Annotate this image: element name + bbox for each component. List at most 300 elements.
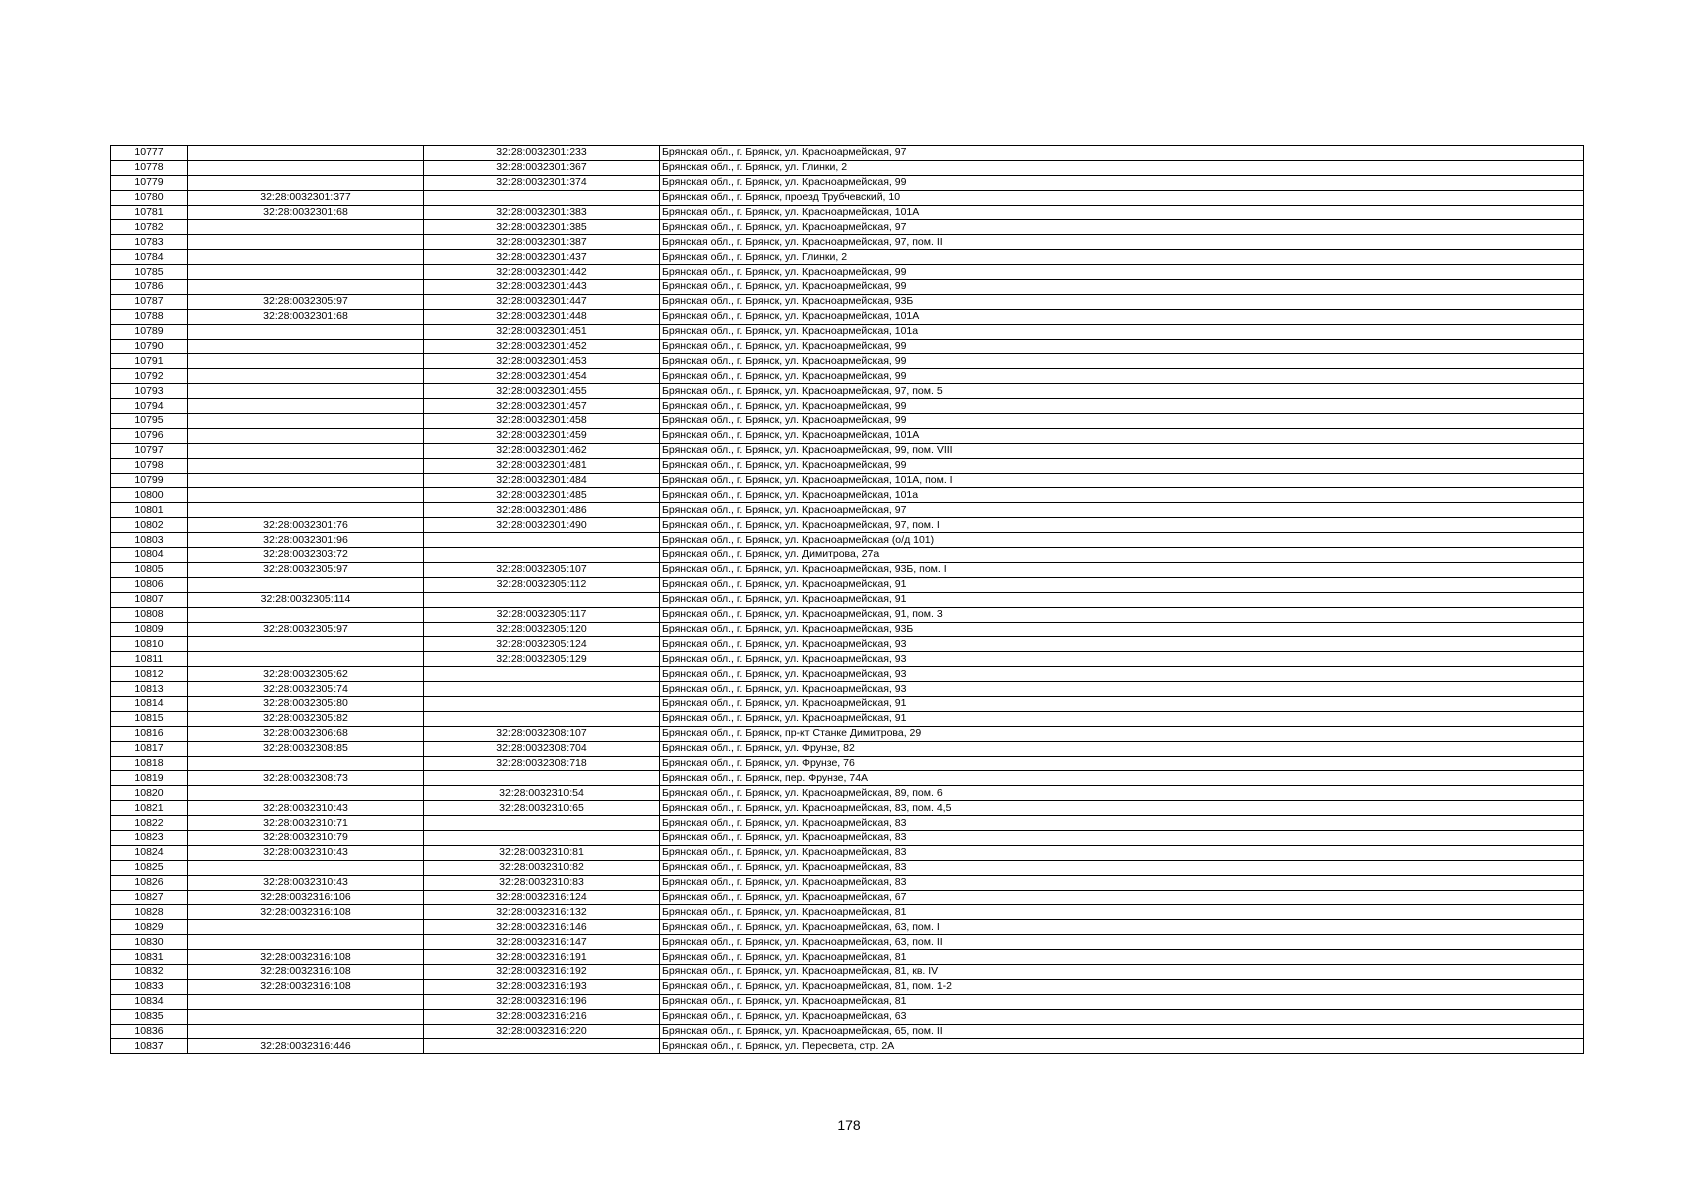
table-row bbox=[111, 964, 1584, 979]
address-cell: Брянская обл., г. Брянск, ул. Красноармейская, 99, пом. VIII bbox=[660, 443, 1584, 458]
parent-cadastral-cell bbox=[188, 265, 424, 280]
table-row bbox=[111, 160, 1584, 175]
cadastral-number-cell: 32:28:0032301:455 bbox=[424, 384, 660, 399]
cadastral-number-cell: 32:28:0032301:385 bbox=[424, 220, 660, 235]
table-row bbox=[111, 711, 1584, 726]
cadastral-number-cell bbox=[424, 771, 660, 786]
table-row bbox=[111, 1039, 1584, 1054]
row-number-cell: 10795 bbox=[111, 414, 188, 429]
parent-cadastral-cell: 32:28:0032305:97 bbox=[188, 294, 424, 309]
address-cell: Брянская обл., г. Брянск, ул. Пересвета, стр. 2А bbox=[660, 1039, 1584, 1054]
address-cell: Брянская обл., г. Брянск, ул. Красноармейская, 83 bbox=[660, 816, 1584, 831]
cadastral-number-cell bbox=[424, 696, 660, 711]
parent-cadastral-cell bbox=[188, 1024, 424, 1039]
cadastral-number-cell: 32:28:0032301:453 bbox=[424, 354, 660, 369]
address-cell: Брянская обл., г. Брянск, ул. Красноармейская, 65, пом. II bbox=[660, 1024, 1584, 1039]
address-cell: Брянская обл., г. Брянск, ул. Красноармейская, 101а bbox=[660, 324, 1584, 339]
table-row bbox=[111, 592, 1584, 607]
parent-cadastral-cell: 32:28:0032301:76 bbox=[188, 518, 424, 533]
row-number-cell: 10835 bbox=[111, 1009, 188, 1024]
cadastral-number-cell: 32:28:0032310:81 bbox=[424, 845, 660, 860]
registry-table-body bbox=[111, 146, 1584, 1054]
parent-cadastral-cell: 32:28:0032305:74 bbox=[188, 682, 424, 697]
row-number-cell: 10832 bbox=[111, 964, 188, 979]
parent-cadastral-cell bbox=[188, 503, 424, 518]
table-row bbox=[111, 830, 1584, 845]
parent-cadastral-cell: 32:28:0032310:79 bbox=[188, 830, 424, 845]
address-cell: Брянская обл., г. Брянск, ул. Красноармейская, 93Б bbox=[660, 622, 1584, 637]
row-number-cell: 10784 bbox=[111, 250, 188, 265]
row-number-cell: 10796 bbox=[111, 428, 188, 443]
row-number-cell: 10823 bbox=[111, 830, 188, 845]
address-cell: Брянская обл., г. Брянск, ул. Красноармейская, 91, пом. 3 bbox=[660, 607, 1584, 622]
parent-cadastral-cell: 32:28:0032316:446 bbox=[188, 1039, 424, 1054]
address-cell: Брянская обл., г. Брянск, ул. Красноармейская, 99 bbox=[660, 280, 1584, 295]
parent-cadastral-cell bbox=[188, 428, 424, 443]
row-number-cell: 10833 bbox=[111, 979, 188, 994]
table-row bbox=[111, 205, 1584, 220]
cadastral-number-cell bbox=[424, 1039, 660, 1054]
table-row bbox=[111, 890, 1584, 905]
cadastral-number-cell: 32:28:0032316:220 bbox=[424, 1024, 660, 1039]
parent-cadastral-cell: 32:28:0032306:68 bbox=[188, 726, 424, 741]
cadastral-number-cell: 32:28:0032308:704 bbox=[424, 741, 660, 756]
address-cell: Брянская обл., г. Брянск, ул. Красноармейская, 89, пом. 6 bbox=[660, 786, 1584, 801]
row-number-cell: 10797 bbox=[111, 443, 188, 458]
table-row bbox=[111, 771, 1584, 786]
cadastral-number-cell: 32:28:0032301:443 bbox=[424, 280, 660, 295]
row-number-cell: 10792 bbox=[111, 369, 188, 384]
address-cell: Брянская обл., г. Брянск, ул. Красноармейская, 93Б bbox=[660, 294, 1584, 309]
parent-cadastral-cell: 32:28:0032305:114 bbox=[188, 592, 424, 607]
table-row bbox=[111, 488, 1584, 503]
cadastral-number-cell: 32:28:0032301:374 bbox=[424, 175, 660, 190]
table-row bbox=[111, 682, 1584, 697]
address-cell: Брянская обл., г. Брянск, ул. Красноармейская, 83 bbox=[660, 860, 1584, 875]
address-cell: Брянская обл., г. Брянск, пр-кт Станке Димитрова, 29 bbox=[660, 726, 1584, 741]
parent-cadastral-cell bbox=[188, 369, 424, 384]
table-row bbox=[111, 1009, 1584, 1024]
address-cell: Брянская обл., г. Брянск, ул. Красноармейская, 91 bbox=[660, 696, 1584, 711]
table-row bbox=[111, 384, 1584, 399]
cadastral-number-cell: 32:28:0032301:454 bbox=[424, 369, 660, 384]
row-number-cell: 10807 bbox=[111, 592, 188, 607]
table-row bbox=[111, 994, 1584, 1009]
address-cell: Брянская обл., г. Брянск, ул. Красноармейская, 63, пом. I bbox=[660, 920, 1584, 935]
address-cell: Брянская обл., г. Брянск, ул. Красноармейская, 99 bbox=[660, 399, 1584, 414]
parent-cadastral-cell bbox=[188, 175, 424, 190]
table-row bbox=[111, 905, 1584, 920]
row-number-cell: 10834 bbox=[111, 994, 188, 1009]
table-row bbox=[111, 875, 1584, 890]
cadastral-number-cell: 32:28:0032305:124 bbox=[424, 637, 660, 652]
parent-cadastral-cell: 32:28:0032316:106 bbox=[188, 890, 424, 905]
row-number-cell: 10812 bbox=[111, 667, 188, 682]
cadastral-number-cell bbox=[424, 190, 660, 205]
row-number-cell: 10785 bbox=[111, 265, 188, 280]
row-number-cell: 10788 bbox=[111, 309, 188, 324]
table-row bbox=[111, 354, 1584, 369]
cadastral-number-cell: 32:28:0032301:462 bbox=[424, 443, 660, 458]
row-number-cell: 10818 bbox=[111, 756, 188, 771]
registry-table bbox=[110, 145, 1584, 1054]
cadastral-number-cell: 32:28:0032308:718 bbox=[424, 756, 660, 771]
cadastral-number-cell: 32:28:0032301:383 bbox=[424, 205, 660, 220]
parent-cadastral-cell bbox=[188, 473, 424, 488]
cadastral-number-cell: 32:28:0032301:451 bbox=[424, 324, 660, 339]
address-cell: Брянская обл., г. Брянск, ул. Красноармейская, 93 bbox=[660, 652, 1584, 667]
table-row bbox=[111, 175, 1584, 190]
cadastral-number-cell: 32:28:0032310:65 bbox=[424, 801, 660, 816]
row-number-cell: 10810 bbox=[111, 637, 188, 652]
parent-cadastral-cell bbox=[188, 354, 424, 369]
row-number-cell: 10828 bbox=[111, 905, 188, 920]
cadastral-number-cell: 32:28:0032316:196 bbox=[424, 994, 660, 1009]
parent-cadastral-cell bbox=[188, 324, 424, 339]
cadastral-number-cell: 32:28:0032316:193 bbox=[424, 979, 660, 994]
table-row bbox=[111, 920, 1584, 935]
parent-cadastral-cell bbox=[188, 339, 424, 354]
row-number-cell: 10804 bbox=[111, 548, 188, 563]
row-number-cell: 10789 bbox=[111, 324, 188, 339]
parent-cadastral-cell bbox=[188, 652, 424, 667]
address-cell: Брянская обл., г. Брянск, ул. Красноармейская, 93 bbox=[660, 682, 1584, 697]
row-number-cell: 10790 bbox=[111, 339, 188, 354]
address-cell: Брянская обл., г. Брянск, ул. Красноармейская, 97, пом. 5 bbox=[660, 384, 1584, 399]
table-row bbox=[111, 280, 1584, 295]
cadastral-number-cell: 32:28:0032301:484 bbox=[424, 473, 660, 488]
address-cell: Брянская обл., г. Брянск, ул. Красноармейская, 101А bbox=[660, 205, 1584, 220]
parent-cadastral-cell: 32:28:0032305:62 bbox=[188, 667, 424, 682]
address-cell: Брянская обл., г. Брянск, ул. Красноармейская, 81, кв. IV bbox=[660, 964, 1584, 979]
parent-cadastral-cell: 32:28:0032305:82 bbox=[188, 711, 424, 726]
address-cell: Брянская обл., г. Брянск, ул. Красноармейская, 99 bbox=[660, 265, 1584, 280]
address-cell: Брянская обл., г. Брянск, ул. Красноармейская, 99 bbox=[660, 339, 1584, 354]
parent-cadastral-cell bbox=[188, 935, 424, 950]
parent-cadastral-cell bbox=[188, 399, 424, 414]
parent-cadastral-cell bbox=[188, 250, 424, 265]
cadastral-number-cell: 32:28:0032316:132 bbox=[424, 905, 660, 920]
cadastral-number-cell: 32:28:0032316:191 bbox=[424, 950, 660, 965]
table-row bbox=[111, 369, 1584, 384]
address-cell: Брянская обл., г. Брянск, ул. Красноармейская, 81 bbox=[660, 905, 1584, 920]
row-number-cell: 10794 bbox=[111, 399, 188, 414]
table-row bbox=[111, 935, 1584, 950]
parent-cadastral-cell bbox=[188, 414, 424, 429]
parent-cadastral-cell bbox=[188, 860, 424, 875]
parent-cadastral-cell bbox=[188, 160, 424, 175]
cadastral-number-cell: 32:28:0032301:485 bbox=[424, 488, 660, 503]
row-number-cell: 10820 bbox=[111, 786, 188, 801]
parent-cadastral-cell bbox=[188, 280, 424, 295]
address-cell: Брянская обл., г. Брянск, ул. Красноармейская, 99 bbox=[660, 369, 1584, 384]
address-cell: Брянская обл., г. Брянск, ул. Красноармейская, 97 bbox=[660, 146, 1584, 161]
cadastral-number-cell: 32:28:0032310:54 bbox=[424, 786, 660, 801]
table-row bbox=[111, 220, 1584, 235]
row-number-cell: 10824 bbox=[111, 845, 188, 860]
address-cell: Брянская обл., г. Брянск, ул. Красноармейская, 99 bbox=[660, 175, 1584, 190]
parent-cadastral-cell bbox=[188, 458, 424, 473]
address-cell: Брянская обл., г. Брянск, пер. Фрунзе, 74А bbox=[660, 771, 1584, 786]
table-row bbox=[111, 146, 1584, 161]
parent-cadastral-cell bbox=[188, 607, 424, 622]
cadastral-number-cell: 32:28:0032316:147 bbox=[424, 935, 660, 950]
address-cell: Брянская обл., г. Брянск, ул. Красноармейская, 67 bbox=[660, 890, 1584, 905]
address-cell: Брянская обл., г. Брянск, ул. Красноармейская, 91 bbox=[660, 577, 1584, 592]
address-cell: Брянская обл., г. Брянск, ул. Фрунзе, 76 bbox=[660, 756, 1584, 771]
parent-cadastral-cell bbox=[188, 384, 424, 399]
parent-cadastral-cell bbox=[188, 756, 424, 771]
row-number-cell: 10811 bbox=[111, 652, 188, 667]
row-number-cell: 10825 bbox=[111, 860, 188, 875]
address-cell: Брянская обл., г. Брянск, ул. Красноармейская, 83 bbox=[660, 830, 1584, 845]
address-cell: Брянская обл., г. Брянск, ул. Красноармейская, 83 bbox=[660, 845, 1584, 860]
table-row bbox=[111, 458, 1584, 473]
row-number-cell: 10780 bbox=[111, 190, 188, 205]
table-row bbox=[111, 756, 1584, 771]
cadastral-number-cell bbox=[424, 548, 660, 563]
cadastral-number-cell bbox=[424, 830, 660, 845]
cadastral-number-cell: 32:28:0032316:192 bbox=[424, 964, 660, 979]
address-cell: Брянская обл., г. Брянск, ул. Красноармейская, 63, пом. II bbox=[660, 935, 1584, 950]
cadastral-number-cell: 32:28:0032301:457 bbox=[424, 399, 660, 414]
cadastral-number-cell bbox=[424, 667, 660, 682]
address-cell: Брянская обл., г. Брянск, ул. Красноармейская, 97 bbox=[660, 503, 1584, 518]
table-row bbox=[111, 443, 1584, 458]
address-cell: Брянская обл., г. Брянск, ул. Красноармейская, 93 bbox=[660, 637, 1584, 652]
row-number-cell: 10800 bbox=[111, 488, 188, 503]
cadastral-number-cell: 32:28:0032301:367 bbox=[424, 160, 660, 175]
address-cell: Брянская обл., г. Брянск, ул. Красноармейская, 81 bbox=[660, 994, 1584, 1009]
parent-cadastral-cell: 32:28:0032316:108 bbox=[188, 905, 424, 920]
address-cell: Брянская обл., г. Брянск, ул. Красноармейская, 83, пом. 4,5 bbox=[660, 801, 1584, 816]
table-row bbox=[111, 845, 1584, 860]
table-row bbox=[111, 473, 1584, 488]
row-number-cell: 10808 bbox=[111, 607, 188, 622]
address-cell: Брянская обл., г. Брянск, ул. Красноармейская, 97 bbox=[660, 220, 1584, 235]
table-row bbox=[111, 667, 1584, 682]
row-number-cell: 10802 bbox=[111, 518, 188, 533]
table-row bbox=[111, 235, 1584, 250]
cadastral-number-cell bbox=[424, 711, 660, 726]
cadastral-number-cell: 32:28:0032301:437 bbox=[424, 250, 660, 265]
table-row bbox=[111, 816, 1584, 831]
parent-cadastral-cell bbox=[188, 220, 424, 235]
cadastral-number-cell: 32:28:0032310:82 bbox=[424, 860, 660, 875]
cadastral-number-cell: 32:28:0032316:216 bbox=[424, 1009, 660, 1024]
table-row bbox=[111, 577, 1584, 592]
parent-cadastral-cell: 32:28:0032305:80 bbox=[188, 696, 424, 711]
row-number-cell: 10801 bbox=[111, 503, 188, 518]
address-cell: Брянская обл., г. Брянск, ул. Красноармейская, 101А bbox=[660, 309, 1584, 324]
cadastral-number-cell: 32:28:0032301:459 bbox=[424, 428, 660, 443]
table-row bbox=[111, 1024, 1584, 1039]
row-number-cell: 10782 bbox=[111, 220, 188, 235]
cadastral-number-cell: 32:28:0032301:458 bbox=[424, 414, 660, 429]
table-row bbox=[111, 637, 1584, 652]
cadastral-number-cell: 32:28:0032316:124 bbox=[424, 890, 660, 905]
address-cell: Брянская обл., г. Брянск, ул. Красноармейская, 99 bbox=[660, 354, 1584, 369]
cadastral-number-cell: 32:28:0032310:83 bbox=[424, 875, 660, 890]
address-cell: Брянская обл., г. Брянск, ул. Красноармейская, 99 bbox=[660, 414, 1584, 429]
address-cell: Брянская обл., г. Брянск, ул. Красноармейская, 63 bbox=[660, 1009, 1584, 1024]
row-number-cell: 10821 bbox=[111, 801, 188, 816]
parent-cadastral-cell bbox=[188, 443, 424, 458]
table-row bbox=[111, 786, 1584, 801]
parent-cadastral-cell bbox=[188, 235, 424, 250]
table-row bbox=[111, 741, 1584, 756]
cadastral-number-cell bbox=[424, 682, 660, 697]
table-row bbox=[111, 979, 1584, 994]
parent-cadastral-cell: 32:28:0032316:108 bbox=[188, 979, 424, 994]
table-row bbox=[111, 265, 1584, 280]
cadastral-number-cell: 32:28:0032301:452 bbox=[424, 339, 660, 354]
table-row bbox=[111, 414, 1584, 429]
page-number: 178 bbox=[837, 1117, 861, 1133]
cadastral-number-cell: 32:28:0032305:129 bbox=[424, 652, 660, 667]
table-row bbox=[111, 190, 1584, 205]
row-number-cell: 10786 bbox=[111, 280, 188, 295]
parent-cadastral-cell bbox=[188, 637, 424, 652]
cadastral-number-cell: 32:28:0032305:107 bbox=[424, 562, 660, 577]
row-number-cell: 10783 bbox=[111, 235, 188, 250]
row-number-cell: 10787 bbox=[111, 294, 188, 309]
address-cell: Брянская обл., г. Брянск, ул. Красноармейская, 91 bbox=[660, 592, 1584, 607]
table-row bbox=[111, 696, 1584, 711]
address-cell: Брянская обл., г. Брянск, ул. Красноармейская, 101а bbox=[660, 488, 1584, 503]
row-number-cell: 10806 bbox=[111, 577, 188, 592]
address-cell: Брянская обл., г. Брянск, ул. Красноармейская, 91 bbox=[660, 711, 1584, 726]
row-number-cell: 10799 bbox=[111, 473, 188, 488]
address-cell: Брянская обл., г. Брянск, ул. Фрунзе, 82 bbox=[660, 741, 1584, 756]
row-number-cell: 10777 bbox=[111, 146, 188, 161]
cadastral-number-cell bbox=[424, 592, 660, 607]
parent-cadastral-cell: 32:28:0032301:96 bbox=[188, 533, 424, 548]
address-cell: Брянская обл., г. Брянск, ул. Красноармейская, 101А bbox=[660, 428, 1584, 443]
parent-cadastral-cell: 32:28:0032310:43 bbox=[188, 801, 424, 816]
address-cell: Брянская обл., г. Брянск, ул. Красноармейская, 93Б, пом. I bbox=[660, 562, 1584, 577]
table-row bbox=[111, 503, 1584, 518]
cadastral-number-cell: 32:28:0032301:387 bbox=[424, 235, 660, 250]
parent-cadastral-cell: 32:28:0032308:73 bbox=[188, 771, 424, 786]
row-number-cell: 10803 bbox=[111, 533, 188, 548]
table-row bbox=[111, 399, 1584, 414]
parent-cadastral-cell: 32:28:0032310:71 bbox=[188, 816, 424, 831]
parent-cadastral-cell bbox=[188, 920, 424, 935]
table-row bbox=[111, 309, 1584, 324]
row-number-cell: 10778 bbox=[111, 160, 188, 175]
cadastral-number-cell: 32:28:0032301:442 bbox=[424, 265, 660, 280]
parent-cadastral-cell: 32:28:0032308:85 bbox=[188, 741, 424, 756]
address-cell: Брянская обл., г. Брянск, ул. Глинки, 2 bbox=[660, 250, 1584, 265]
cadastral-number-cell: 32:28:0032301:481 bbox=[424, 458, 660, 473]
row-number-cell: 10831 bbox=[111, 950, 188, 965]
row-number-cell: 10815 bbox=[111, 711, 188, 726]
row-number-cell: 10829 bbox=[111, 920, 188, 935]
address-cell: Брянская обл., г. Брянск, ул. Димитрова, 27а bbox=[660, 548, 1584, 563]
parent-cadastral-cell bbox=[188, 488, 424, 503]
row-number-cell: 10827 bbox=[111, 890, 188, 905]
row-number-cell: 10791 bbox=[111, 354, 188, 369]
cadastral-number-cell: 32:28:0032305:117 bbox=[424, 607, 660, 622]
cadastral-number-cell: 32:28:0032316:146 bbox=[424, 920, 660, 935]
row-number-cell: 10830 bbox=[111, 935, 188, 950]
row-number-cell: 10781 bbox=[111, 205, 188, 220]
row-number-cell: 10837 bbox=[111, 1039, 188, 1054]
row-number-cell: 10798 bbox=[111, 458, 188, 473]
row-number-cell: 10779 bbox=[111, 175, 188, 190]
parent-cadastral-cell: 32:28:0032301:377 bbox=[188, 190, 424, 205]
parent-cadastral-cell: 32:28:0032301:68 bbox=[188, 205, 424, 220]
parent-cadastral-cell bbox=[188, 577, 424, 592]
row-number-cell: 10813 bbox=[111, 682, 188, 697]
table-row bbox=[111, 726, 1584, 741]
address-cell: Брянская обл., г. Брянск, ул. Красноармейская, 81 bbox=[660, 950, 1584, 965]
address-cell: Брянская обл., г. Брянск, ул. Красноармейская, 99 bbox=[660, 458, 1584, 473]
parent-cadastral-cell: 32:28:0032305:97 bbox=[188, 622, 424, 637]
cadastral-number-cell bbox=[424, 533, 660, 548]
cadastral-number-cell: 32:28:0032301:448 bbox=[424, 309, 660, 324]
parent-cadastral-cell: 32:28:0032310:43 bbox=[188, 875, 424, 890]
table-row bbox=[111, 428, 1584, 443]
cadastral-number-cell: 32:28:0032301:233 bbox=[424, 146, 660, 161]
parent-cadastral-cell: 32:28:0032316:108 bbox=[188, 950, 424, 965]
address-cell: Брянская обл., г. Брянск, ул. Красноармейская, 81, пом. 1-2 bbox=[660, 979, 1584, 994]
row-number-cell: 10809 bbox=[111, 622, 188, 637]
cadastral-number-cell: 32:28:0032305:112 bbox=[424, 577, 660, 592]
row-number-cell: 10814 bbox=[111, 696, 188, 711]
parent-cadastral-cell: 32:28:0032303:72 bbox=[188, 548, 424, 563]
parent-cadastral-cell: 32:28:0032316:108 bbox=[188, 964, 424, 979]
table-row bbox=[111, 801, 1584, 816]
address-cell: Брянская обл., г. Брянск, ул. Красноармейская, 97, пом. I bbox=[660, 518, 1584, 533]
cadastral-number-cell: 32:28:0032301:447 bbox=[424, 294, 660, 309]
table-row bbox=[111, 339, 1584, 354]
parent-cadastral-cell bbox=[188, 146, 424, 161]
parent-cadastral-cell: 32:28:0032305:97 bbox=[188, 562, 424, 577]
table-row bbox=[111, 294, 1584, 309]
address-cell: Брянская обл., г. Брянск, ул. Красноармейская, 97, пом. II bbox=[660, 235, 1584, 250]
row-number-cell: 10816 bbox=[111, 726, 188, 741]
table-row bbox=[111, 562, 1584, 577]
table-row bbox=[111, 652, 1584, 667]
parent-cadastral-cell: 32:28:0032310:43 bbox=[188, 845, 424, 860]
cadastral-number-cell bbox=[424, 816, 660, 831]
row-number-cell: 10805 bbox=[111, 562, 188, 577]
table-row bbox=[111, 950, 1584, 965]
parent-cadastral-cell bbox=[188, 994, 424, 1009]
row-number-cell: 10817 bbox=[111, 741, 188, 756]
row-number-cell: 10822 bbox=[111, 816, 188, 831]
table-row bbox=[111, 324, 1584, 339]
table-row bbox=[111, 548, 1584, 563]
table-row bbox=[111, 607, 1584, 622]
cadastral-number-cell: 32:28:0032301:490 bbox=[424, 518, 660, 533]
address-cell: Брянская обл., г. Брянск, проезд Трубчевский, 10 bbox=[660, 190, 1584, 205]
row-number-cell: 10836 bbox=[111, 1024, 188, 1039]
row-number-cell: 10826 bbox=[111, 875, 188, 890]
address-cell: Брянская обл., г. Брянск, ул. Красноармейская, 101А, пом. I bbox=[660, 473, 1584, 488]
table-row bbox=[111, 533, 1584, 548]
parent-cadastral-cell bbox=[188, 786, 424, 801]
address-cell: Брянская обл., г. Брянск, ул. Красноармейская (о/д 101) bbox=[660, 533, 1584, 548]
table-row bbox=[111, 622, 1584, 637]
table-row bbox=[111, 860, 1584, 875]
parent-cadastral-cell bbox=[188, 1009, 424, 1024]
cadastral-number-cell: 32:28:0032305:120 bbox=[424, 622, 660, 637]
parent-cadastral-cell: 32:28:0032301:68 bbox=[188, 309, 424, 324]
address-cell: Брянская обл., г. Брянск, ул. Красноармейская, 83 bbox=[660, 875, 1584, 890]
